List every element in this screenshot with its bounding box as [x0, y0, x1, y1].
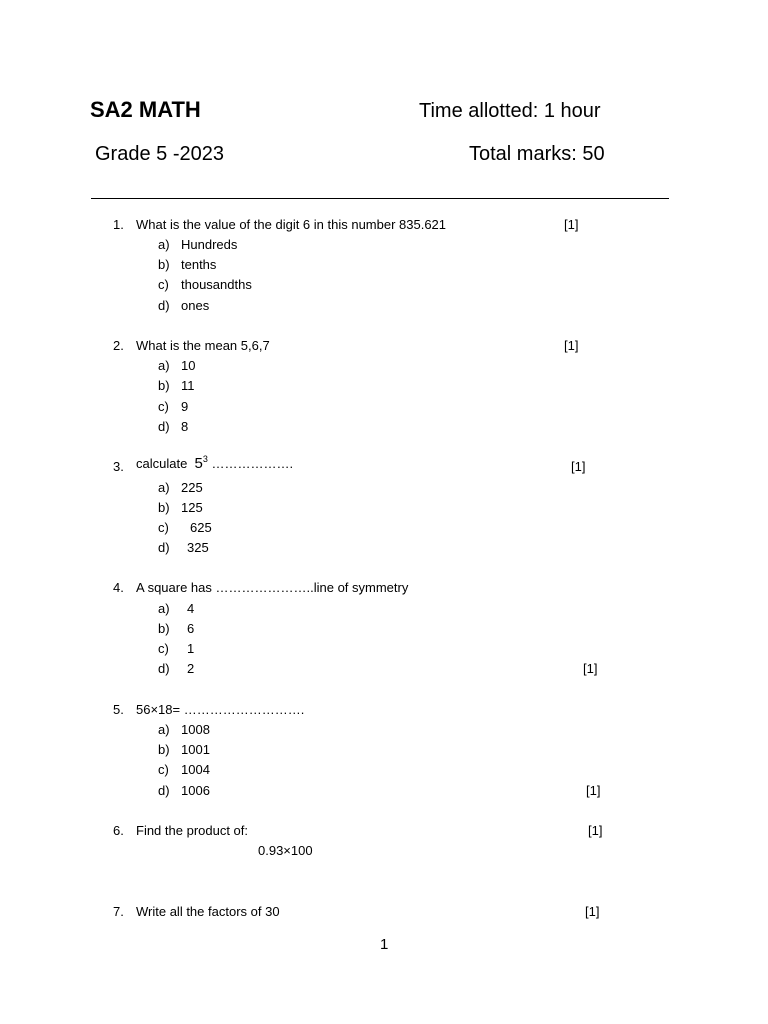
q3-option-b-letter: b): [158, 500, 170, 515]
q2-option-d-text: 8: [181, 419, 189, 434]
question-1-mark: [1]: [564, 217, 579, 232]
q4-option-d-text: 2: [187, 661, 195, 676]
q2-option-c-text: 9: [181, 399, 189, 414]
question-4-text: A square has …………………..line of symmetry: [136, 580, 409, 595]
total-marks: Total marks: 50: [469, 143, 605, 165]
q3-option-b-text: 125: [181, 500, 203, 515]
question-5-number: 5.: [113, 702, 124, 717]
q3-option-d-text: 325: [187, 540, 209, 555]
q3-option-c-letter: c): [158, 520, 169, 535]
q5-option-d-text: 1006: [181, 783, 210, 798]
question-2-number: 2.: [113, 338, 124, 353]
question-5-text: 56×18= ……………………….: [136, 702, 305, 717]
question-2-text: What is the mean 5,6,7: [136, 338, 270, 353]
q5-option-c-text: 1004: [181, 762, 210, 777]
q1-option-b-text: tenths: [181, 257, 217, 272]
question-2-mark: [1]: [564, 338, 579, 353]
time-allotted: Time allotted: 1 hour: [419, 100, 601, 122]
question-6-text: Find the product of:: [136, 823, 249, 838]
question-3-text: [136, 455, 293, 472]
page-number: 1: [380, 936, 389, 953]
q4-option-c-letter: c): [158, 641, 169, 656]
q1-option-d-text: ones: [181, 298, 210, 313]
question-3-lead: calculate: [136, 456, 188, 471]
q3-option-c-text: 625: [190, 520, 212, 535]
question-3-base: 5: [194, 455, 203, 472]
question-6-number: 6.: [113, 823, 124, 838]
q1-option-c-letter: c): [158, 277, 169, 292]
grade-label: Grade 5 -2023: [95, 143, 224, 165]
q5-option-a-text: 1008: [181, 722, 210, 737]
q4-option-b-letter: b): [158, 621, 170, 636]
q4-option-c-text: 1: [187, 641, 195, 656]
question-6-mark: [1]: [588, 823, 603, 838]
q5-option-c-letter: c): [158, 762, 169, 777]
question-3-number: 3.: [113, 459, 124, 474]
q1-option-c-text: thousandths: [181, 277, 252, 292]
q2-option-a-text: 10: [181, 358, 196, 373]
q5-option-a-letter: a): [158, 722, 170, 737]
question-4-mark: [1]: [583, 661, 598, 676]
question-6-expression: 0.93×100: [258, 843, 313, 858]
q1-option-a-letter: a): [158, 237, 170, 252]
q2-option-d-letter: d): [158, 419, 170, 434]
q2-option-c-letter: c): [158, 399, 169, 414]
q4-option-b-text: 6: [187, 621, 195, 636]
question-3-mark: [1]: [571, 459, 586, 474]
q5-option-b-letter: b): [158, 742, 170, 757]
question-3-blank: ……………….: [211, 456, 294, 471]
q3-option-d-letter: d): [158, 540, 170, 555]
q1-option-b-letter: b): [158, 257, 170, 272]
q3-option-a-letter: a): [158, 480, 170, 495]
question-3-exponent: 3: [202, 454, 208, 464]
question-5-mark: [1]: [586, 783, 601, 798]
q2-option-b-letter: b): [158, 378, 170, 393]
q5-option-d-letter: d): [158, 783, 170, 798]
question-1-number: 1.: [113, 217, 124, 232]
question-7-text: Write all the factors of 30: [136, 904, 280, 919]
q2-option-a-letter: a): [158, 358, 170, 373]
exam-title: SA2 MATH: [90, 97, 201, 122]
q3-option-a-text: 225: [181, 480, 203, 495]
q4-option-a-text: 4: [187, 601, 195, 616]
q2-option-b-text: 11: [181, 378, 195, 393]
question-7-number: 7.: [113, 904, 124, 919]
question-4-number: 4.: [113, 580, 124, 595]
question-7-mark: [1]: [585, 904, 600, 919]
header-divider: [91, 198, 669, 199]
q1-option-a-text: Hundreds: [181, 237, 238, 252]
q4-option-a-letter: a): [158, 601, 170, 616]
question-1-text: What is the value of the digit 6 in this number 835.621: [136, 217, 447, 232]
q5-option-b-text: 1001: [181, 742, 210, 757]
q1-option-d-letter: d): [158, 298, 170, 313]
q4-option-d-letter: d): [158, 661, 170, 676]
